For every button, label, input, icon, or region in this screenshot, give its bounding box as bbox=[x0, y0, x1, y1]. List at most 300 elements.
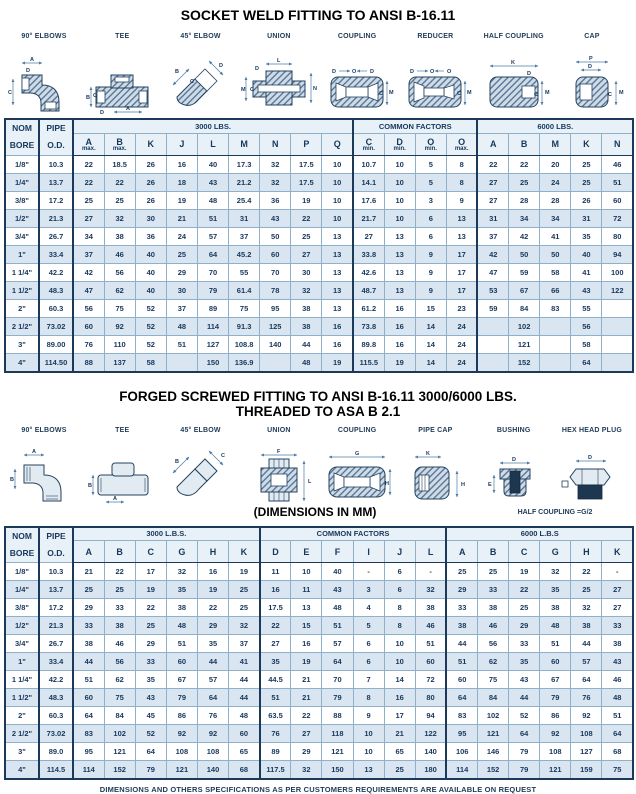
table-cell bbox=[260, 353, 291, 372]
table-cell: 26 bbox=[135, 191, 166, 209]
table-cell: 10 bbox=[353, 743, 384, 761]
group-header: 6000 LBS. bbox=[477, 119, 633, 133]
table-cell: 72 bbox=[602, 209, 633, 227]
row-label: 2 1/2" bbox=[5, 317, 39, 335]
table-cell: 122 bbox=[602, 281, 633, 299]
table-cell: 76 bbox=[73, 335, 104, 353]
diagram2-tee bbox=[84, 427, 160, 505]
table-cell: 122 bbox=[415, 725, 446, 743]
table-cell: 48.3 bbox=[39, 689, 73, 707]
table-cell: 41 bbox=[540, 227, 571, 245]
table-cell: 78 bbox=[260, 281, 291, 299]
table-cell: 17.2 bbox=[39, 599, 73, 617]
table-cell: 11 bbox=[291, 581, 322, 599]
dim-letter: C bbox=[249, 87, 254, 93]
dim-letter: K bbox=[510, 60, 515, 66]
table-cell: 127 bbox=[197, 335, 228, 353]
table-cell: 46 bbox=[415, 617, 446, 635]
table-cell: 150 bbox=[322, 761, 353, 780]
table-cell: 14 bbox=[415, 353, 446, 372]
diagram-label: PIPE CAP bbox=[418, 426, 453, 434]
table-cell: 29 bbox=[135, 635, 166, 653]
table-cell: 44 bbox=[446, 635, 477, 653]
table-cell: 51 bbox=[322, 617, 353, 635]
corner-header: PIPE O.D. bbox=[39, 527, 73, 563]
column-header: K bbox=[135, 133, 166, 155]
table-cell: 38 bbox=[104, 227, 135, 245]
table-cell bbox=[602, 353, 633, 372]
group-header: 3000 L.B.S. bbox=[73, 527, 260, 541]
table-cell: 52 bbox=[135, 725, 166, 743]
table-cell: 8 bbox=[446, 155, 477, 173]
table-cell: 59 bbox=[509, 263, 540, 281]
corner-header: PIPE O.D. bbox=[39, 119, 73, 155]
table-cell: 56 bbox=[571, 317, 602, 335]
cap-drawing bbox=[554, 49, 630, 115]
table-cell: 57 bbox=[197, 671, 228, 689]
table-cell: 51 bbox=[166, 635, 197, 653]
column-header: G bbox=[166, 541, 197, 563]
table-cell: 37 bbox=[229, 635, 260, 653]
table-cell: 42 bbox=[73, 263, 104, 281]
table-cell: 25 bbox=[571, 581, 602, 599]
table-cell: 34 bbox=[73, 227, 104, 245]
table-cell: 48 bbox=[197, 191, 228, 209]
table-cell: 31 bbox=[571, 209, 602, 227]
table-cell: 64 bbox=[322, 653, 353, 671]
table-cell: 19 bbox=[322, 353, 353, 372]
table-cell: 48 bbox=[166, 617, 197, 635]
table-cell: 27 bbox=[602, 599, 633, 617]
table-cell: 46 bbox=[104, 245, 135, 263]
table-row bbox=[5, 635, 633, 653]
table-cell: 41 bbox=[229, 653, 260, 671]
table-cell: 51 bbox=[166, 335, 197, 353]
table-cell: 30 bbox=[166, 281, 197, 299]
90-elbow-outline-drawing bbox=[6, 443, 82, 505]
table-cell: 51 bbox=[73, 671, 104, 689]
table-cell: 61.2 bbox=[353, 299, 384, 317]
table-cell: 33.4 bbox=[39, 245, 73, 263]
table-cell: 10 bbox=[291, 563, 322, 581]
table-cell: 121 bbox=[166, 761, 197, 780]
union-screwed-drawing bbox=[241, 443, 317, 505]
table-cell: 32 bbox=[166, 563, 197, 581]
table-cell: 121 bbox=[104, 743, 135, 761]
table-cell: 84 bbox=[509, 299, 540, 317]
dim-letter: B bbox=[174, 69, 179, 75]
table-cell: 67 bbox=[166, 671, 197, 689]
table-cell: 33 bbox=[135, 653, 166, 671]
table-cell: 14 bbox=[415, 317, 446, 335]
table-cell: 34 bbox=[540, 209, 571, 227]
dim-letter: D bbox=[100, 110, 105, 115]
table-cell: 52 bbox=[135, 299, 166, 317]
table-cell: 35 bbox=[540, 581, 571, 599]
table-cell: 38 bbox=[446, 617, 477, 635]
half-coupling-formula-caption: HALF COUPLING =G/2 bbox=[517, 508, 593, 516]
table-cell: 86 bbox=[166, 707, 197, 725]
table-row bbox=[5, 581, 633, 599]
dim-letter: F bbox=[276, 448, 281, 455]
table-cell: 75 bbox=[229, 299, 260, 317]
table-cell: 19 bbox=[135, 581, 166, 599]
table-cell: 19 bbox=[291, 653, 322, 671]
table-cell: 64 bbox=[571, 353, 602, 372]
diagram-coupling bbox=[319, 33, 395, 115]
table-cell: 6 bbox=[353, 653, 384, 671]
table-cell: 64 bbox=[197, 689, 228, 707]
table-cell: 47 bbox=[73, 281, 104, 299]
table-cell: 75 bbox=[602, 761, 633, 780]
table-cell: 159 bbox=[571, 761, 602, 780]
table-cell: 13 bbox=[322, 299, 353, 317]
diagram-captions bbox=[0, 505, 636, 523]
table-cell: 56 bbox=[478, 635, 509, 653]
column-header: K bbox=[229, 541, 260, 563]
diagram-label: TEE bbox=[115, 426, 130, 434]
table-cell: 27 bbox=[602, 581, 633, 599]
table-cell: 40 bbox=[135, 245, 166, 263]
table-row bbox=[5, 599, 633, 617]
table-cell bbox=[540, 353, 571, 372]
diagram2-90-elbow bbox=[6, 427, 82, 505]
table-cell: 48 bbox=[322, 599, 353, 617]
table-cell: 63.5 bbox=[260, 707, 291, 725]
table-cell: 92 bbox=[197, 725, 228, 743]
dim-letter: O bbox=[352, 69, 357, 75]
table-row bbox=[5, 245, 633, 263]
table-cell: 10 bbox=[384, 635, 415, 653]
row-label: 3/4" bbox=[5, 227, 39, 245]
table-cell: 13 bbox=[322, 245, 353, 263]
table-cell: 64 bbox=[135, 743, 166, 761]
diagram-label: REDUCER bbox=[417, 33, 454, 40]
table-cell bbox=[166, 353, 197, 372]
column-header: H bbox=[197, 541, 228, 563]
table-cell: 73.02 bbox=[39, 725, 73, 743]
column-header: K bbox=[602, 541, 633, 563]
table-cell: 38 bbox=[571, 617, 602, 635]
column-header: J bbox=[166, 133, 197, 155]
column-header: P bbox=[291, 133, 322, 155]
table-row bbox=[5, 173, 633, 191]
dim-letter: C bbox=[189, 79, 194, 85]
table-cell: 95 bbox=[446, 725, 477, 743]
table-cell: 42.2 bbox=[39, 671, 73, 689]
dim-letter: M bbox=[467, 90, 472, 96]
table-cell: 60 bbox=[540, 653, 571, 671]
table-cell: 38 bbox=[415, 599, 446, 617]
table-cell: 60 bbox=[73, 317, 104, 335]
table-cell: 26 bbox=[135, 155, 166, 173]
column-header: M bbox=[229, 133, 260, 155]
table-cell: 44 bbox=[229, 671, 260, 689]
table-cell: 22 bbox=[291, 209, 322, 227]
table-cell: 42.6 bbox=[353, 263, 384, 281]
table-cell: 17 bbox=[446, 245, 477, 263]
table-cell: 51 bbox=[415, 635, 446, 653]
table-cell: 10 bbox=[384, 155, 415, 173]
diagram-label: BUSHING bbox=[496, 426, 531, 434]
dim-letter: D bbox=[526, 71, 531, 77]
table-cell: 16 bbox=[322, 317, 353, 335]
table-row bbox=[5, 353, 633, 372]
table-cell: 25 bbox=[571, 173, 602, 191]
table-cell: 43 bbox=[260, 209, 291, 227]
table-cell: 36 bbox=[260, 191, 291, 209]
table-cell: 72 bbox=[415, 671, 446, 689]
table-cell: 65 bbox=[229, 743, 260, 761]
table-cell: 13 bbox=[353, 761, 384, 780]
diagram2-coupling bbox=[319, 427, 395, 505]
table-cell: 48 bbox=[291, 353, 322, 372]
table-cell: 10.3 bbox=[39, 155, 73, 173]
row-label: 3/8" bbox=[5, 191, 39, 209]
table-cell: 32 bbox=[229, 617, 260, 635]
table-cell: 8 bbox=[446, 173, 477, 191]
table-cell: 18.5 bbox=[104, 155, 135, 173]
table-cell: 79 bbox=[540, 689, 571, 707]
table-cell: 64 bbox=[602, 725, 633, 743]
table-cell: 53 bbox=[477, 281, 508, 299]
table-cell: 44 bbox=[509, 689, 540, 707]
column-header: Q bbox=[322, 133, 353, 155]
table-cell: 108 bbox=[197, 743, 228, 761]
table-cell: 6 bbox=[384, 581, 415, 599]
page-title-forged-line1: FORGED SCREWED FITTING TO ANSI B-16.11 3000/6000 LBS. bbox=[119, 388, 517, 404]
column-header: J bbox=[384, 541, 415, 563]
table-cell: 150 bbox=[197, 353, 228, 372]
table-cell: 76 bbox=[197, 707, 228, 725]
table-cell: 25 bbox=[229, 599, 260, 617]
table-cell: 65 bbox=[384, 743, 415, 761]
table-cell: 22 bbox=[197, 599, 228, 617]
row-label: 1/2" bbox=[5, 209, 39, 227]
diagram2-hex-head-plug bbox=[554, 427, 630, 505]
row-label: 4" bbox=[5, 761, 39, 780]
table-cell: 5 bbox=[415, 173, 446, 191]
table-cell: 14.1 bbox=[353, 173, 384, 191]
table-cell: 24 bbox=[540, 173, 571, 191]
table-cell: 58 bbox=[540, 263, 571, 281]
dim-letter: D bbox=[332, 69, 337, 75]
table-cell: 146 bbox=[478, 743, 509, 761]
table-cell: 25 bbox=[73, 581, 104, 599]
coupling-drawing bbox=[319, 49, 395, 115]
row-label: 1 1/4" bbox=[5, 263, 39, 281]
table-cell: 33 bbox=[73, 617, 104, 635]
row-label: 3/4" bbox=[5, 635, 39, 653]
table-cell: 16 bbox=[291, 635, 322, 653]
table-cell: 152 bbox=[509, 353, 540, 372]
table-cell: 86 bbox=[540, 707, 571, 725]
half-coupling-drawing bbox=[476, 49, 552, 115]
row-label: 1 1/2" bbox=[5, 689, 39, 707]
column-header: E bbox=[291, 541, 322, 563]
table-cell: 33.8 bbox=[353, 245, 384, 263]
table-cell: 79 bbox=[509, 743, 540, 761]
table-cell: 88 bbox=[322, 707, 353, 725]
column-header: B max. bbox=[104, 133, 135, 155]
table-cell: 35 bbox=[166, 581, 197, 599]
table-cell: 83 bbox=[446, 707, 477, 725]
table-cell: 32 bbox=[291, 281, 322, 299]
table-cell bbox=[602, 299, 633, 317]
table-cell: 50 bbox=[540, 245, 571, 263]
table-cell: 22 bbox=[291, 707, 322, 725]
column-header: G bbox=[540, 541, 571, 563]
table-cell: 13.7 bbox=[39, 173, 73, 191]
row-label: 1/4" bbox=[5, 173, 39, 191]
table-cell: 26.7 bbox=[39, 227, 73, 245]
table-cell: 43 bbox=[197, 173, 228, 191]
dim-letter: D bbox=[410, 69, 415, 75]
table-cell: 10 bbox=[384, 191, 415, 209]
table-row bbox=[5, 209, 633, 227]
tee-drawing bbox=[84, 49, 160, 115]
table-cell: 117.5 bbox=[260, 761, 291, 780]
table-cell: 27 bbox=[477, 173, 508, 191]
table-cell: 42 bbox=[509, 227, 540, 245]
table-cell: 55 bbox=[229, 263, 260, 281]
table-cell: 16 bbox=[166, 155, 197, 173]
table-cell: 60 bbox=[73, 689, 104, 707]
table-row bbox=[5, 263, 633, 281]
table-cell: 15 bbox=[291, 617, 322, 635]
column-header: D min. bbox=[384, 133, 415, 155]
table-cell: - bbox=[415, 563, 446, 581]
table-cell bbox=[477, 353, 508, 372]
table-cell: 21 bbox=[384, 725, 415, 743]
table-cell: 52 bbox=[135, 317, 166, 335]
table-cell: 32 bbox=[571, 599, 602, 617]
table-cell: 108 bbox=[571, 725, 602, 743]
table-cell bbox=[540, 317, 571, 335]
table-cell: 28 bbox=[540, 191, 571, 209]
table-cell: 25 bbox=[104, 581, 135, 599]
table-cell: 36 bbox=[135, 227, 166, 245]
table-cell: 95 bbox=[73, 743, 104, 761]
table-cell: 32 bbox=[540, 563, 571, 581]
table-cell: 17 bbox=[446, 263, 477, 281]
table-cell: 22 bbox=[509, 581, 540, 599]
table-cell: 17 bbox=[135, 563, 166, 581]
dim-letter: B bbox=[174, 458, 179, 465]
dim-letter: O bbox=[447, 69, 452, 75]
table-cell: 35 bbox=[260, 653, 291, 671]
table-cell: 46 bbox=[478, 617, 509, 635]
table-cell: 64 bbox=[197, 245, 228, 263]
table-cell: 5 bbox=[415, 155, 446, 173]
table-cell: 62 bbox=[104, 281, 135, 299]
table-cell: 115.5 bbox=[353, 353, 384, 372]
table-cell: 38 bbox=[291, 299, 322, 317]
group-header: 3000 LBS. bbox=[73, 119, 353, 133]
table-cell: 19 bbox=[509, 563, 540, 581]
diagram-90-elbow bbox=[6, 33, 82, 115]
diagram-45-elbow bbox=[163, 33, 239, 115]
table-cell: 27 bbox=[260, 635, 291, 653]
table-cell: 24 bbox=[446, 335, 477, 353]
diagram-label: TEE bbox=[115, 33, 130, 40]
table-cell: 66 bbox=[540, 281, 571, 299]
table-cell: 16 bbox=[384, 689, 415, 707]
table-cell: 22 bbox=[104, 173, 135, 191]
table-cell: 108 bbox=[166, 743, 197, 761]
table-cell: 33 bbox=[509, 635, 540, 653]
socket-weld-table-container bbox=[4, 118, 632, 373]
table-cell: 27 bbox=[73, 209, 104, 227]
diagram-union bbox=[241, 33, 317, 115]
table-cell: 92 bbox=[104, 317, 135, 335]
dim-letter: D bbox=[26, 68, 30, 74]
table-cell: 17.5 bbox=[291, 155, 322, 173]
diagram2-pipe-cap bbox=[397, 427, 473, 505]
table-cell: 56 bbox=[104, 653, 135, 671]
table-cell: 10 bbox=[322, 191, 353, 209]
table-cell: 61.4 bbox=[229, 281, 260, 299]
table-cell: 80 bbox=[602, 227, 633, 245]
row-label: 1" bbox=[5, 245, 39, 263]
table-row bbox=[5, 653, 633, 671]
bushing-drawing bbox=[476, 443, 552, 505]
column-header: M bbox=[540, 133, 571, 155]
table-cell: 27 bbox=[477, 191, 508, 209]
table-cell: 19 bbox=[384, 353, 415, 372]
table-cell: 62 bbox=[478, 653, 509, 671]
table-cell: 114 bbox=[73, 761, 104, 780]
table-cell: 127 bbox=[571, 743, 602, 761]
table-cell: 17.6 bbox=[353, 191, 384, 209]
table-cell: 44 bbox=[197, 653, 228, 671]
table-cell: 44 bbox=[571, 635, 602, 653]
table-cell: 37 bbox=[477, 227, 508, 245]
table-cell: 56 bbox=[104, 263, 135, 281]
table-cell: 11 bbox=[260, 563, 291, 581]
table-cell: 51 bbox=[197, 209, 228, 227]
table-cell: 10 bbox=[353, 725, 384, 743]
diagram-label: HEX HEAD PLUG bbox=[561, 426, 623, 434]
table-cell: 84 bbox=[478, 689, 509, 707]
diagram-half-coupling bbox=[476, 33, 552, 115]
table-cell: 21 bbox=[291, 689, 322, 707]
diagram2-45-elbow bbox=[163, 427, 239, 505]
diagram-label: 90° ELBOWS bbox=[21, 426, 67, 434]
table-row bbox=[5, 227, 633, 245]
socket-weld-diagram-strip bbox=[0, 33, 636, 115]
row-label: 1/2" bbox=[5, 617, 39, 635]
dim-letter: D bbox=[254, 66, 259, 72]
table-row bbox=[5, 317, 633, 335]
table-cell: 16 bbox=[260, 581, 291, 599]
table-cell: 35 bbox=[509, 653, 540, 671]
table-cell: 56 bbox=[73, 299, 104, 317]
table-cell: 110 bbox=[104, 335, 135, 353]
dim-letter: C bbox=[607, 92, 612, 98]
table-cell: 19 bbox=[166, 191, 197, 209]
dim-letter: M bbox=[389, 90, 394, 96]
table-row bbox=[5, 761, 633, 780]
table-row bbox=[5, 617, 633, 635]
table-cell: 13 bbox=[384, 263, 415, 281]
diagram2-union bbox=[241, 427, 317, 505]
table-cell: 43 bbox=[602, 653, 633, 671]
table-cell: 25 bbox=[166, 245, 197, 263]
row-label: 1/8" bbox=[5, 155, 39, 173]
dim-letter: D bbox=[587, 64, 592, 70]
table-cell: 35 bbox=[197, 635, 228, 653]
